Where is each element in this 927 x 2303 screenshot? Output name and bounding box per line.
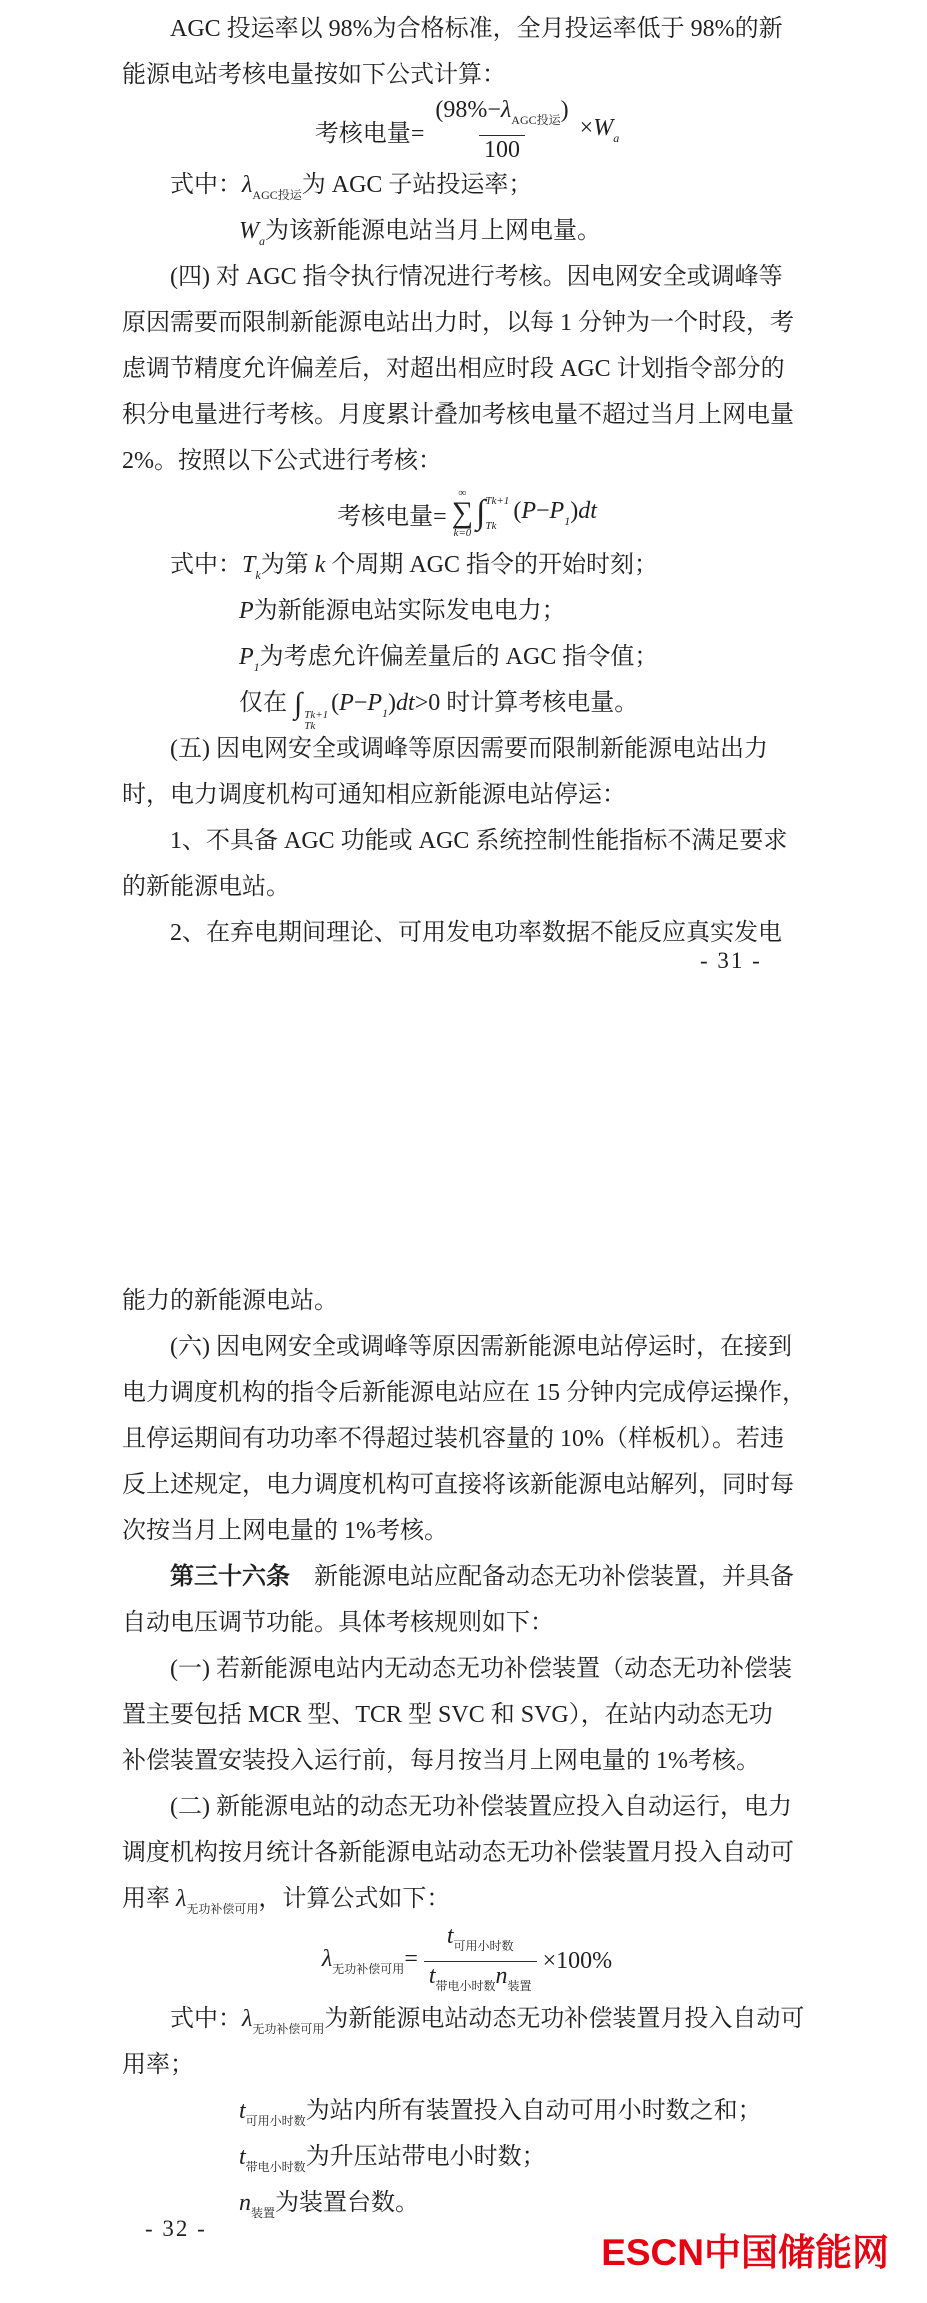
text-line: $n_{装置}$为装置台数。 bbox=[239, 2190, 420, 2220]
text-line: 自动电压调节功能。具体考核规则如下： bbox=[122, 1610, 554, 1636]
text-line: (六) 因电网安全或调峰等原因需新能源电站停运时，在接到 bbox=[170, 1334, 792, 1360]
integral-limits bbox=[485, 496, 509, 532]
text-line: $W_a$为该新能源电站当月上网电量。 bbox=[239, 218, 601, 248]
text-line: 时，电力调度机构可通知相应新能源电站停运： bbox=[122, 782, 626, 808]
text-line: 2%。按照以下公式进行考核： bbox=[122, 448, 442, 474]
text-line: AGC 投运率以 98%为合格标准，全月投运率低于 98%的新 bbox=[170, 16, 783, 42]
text-line: 用率； bbox=[122, 2052, 194, 2078]
integral-glyph: ∫ bbox=[476, 494, 486, 531]
text-line: 2、在弃电期间理论、可用发电功率数据不能反应真实发电 bbox=[170, 920, 782, 946]
text-line: (一) 若新能源电站内无动态无功补偿装置（动态无功补偿装 bbox=[170, 1656, 792, 1682]
text-line: 式中：$\lambda_{无功补偿可用}$为新能源电站动态无功补偿装置月投入自动可 bbox=[170, 2006, 805, 2036]
text-line: 1、不具备 AGC 功能或 AGC 系统控制性能指标不满足要求 bbox=[170, 828, 788, 854]
text-line: P为新能源电站实际发电电力； bbox=[239, 598, 566, 624]
text-line: 调度机构按月统计各新能源电站动态无功补偿装置月投入自动可 bbox=[122, 1840, 794, 1866]
text-line: 式中：$T_k$为第 k 个周期 AGC 指令的开始时刻； bbox=[170, 552, 659, 582]
summation-operator bbox=[452, 487, 473, 539]
formula-rhs: ×100% bbox=[542, 1947, 613, 1974]
formula-agc-penalty-energy bbox=[122, 98, 812, 162]
text-line: $t_{带电小时数}$为升压站带电小时数； bbox=[239, 2144, 546, 2174]
text-line: 补偿装置安装投入运行前，每月按当月上网电量的 1%考核。 bbox=[122, 1748, 760, 1774]
text-line: 次按当月上网电量的 1%考核。 bbox=[122, 1518, 448, 1544]
text-line: 虑调节精度允许偏差后，对超出相应时段 AGC 计划指令部分的 bbox=[122, 356, 785, 382]
formula-lhs: 考核电量= bbox=[337, 503, 447, 530]
text-line: 能源电站考核电量按如下公式计算： bbox=[122, 62, 506, 88]
integral-upper-limit: Tk+1 bbox=[485, 495, 510, 507]
page-number-32: - 32 - bbox=[145, 2216, 207, 2241]
integral-operator bbox=[476, 495, 509, 531]
fraction bbox=[430, 96, 573, 165]
formula-lhs: $\lambda_{无功补偿可用}=$ bbox=[321, 1945, 418, 1976]
integral-lower-limit: Tk bbox=[485, 520, 497, 532]
logo-latin: ESCN bbox=[601, 2232, 704, 2273]
text-line: $P_1$为考虑允许偏差量后的 AGC 指令值； bbox=[239, 644, 659, 674]
fraction-denominator: $t_{带电小时数}n_{装置}$ bbox=[424, 1961, 537, 2001]
text-line: 原因需要而限制新能源电站出力时，以每 1 分钟为一个时段，考 bbox=[122, 310, 794, 336]
text-line: (四) 对 AGC 指令执行情况进行考核。因电网安全或调峰等 bbox=[170, 264, 783, 290]
fraction-numerator: $t_{可用小时数}$ bbox=[446, 1922, 514, 1953]
text-line: 式中：$\lambda_{AGC投运}$为 AGC 子站投运率； bbox=[170, 172, 533, 202]
sigma-lower-limit: k=0 bbox=[453, 527, 472, 539]
logo-cjk: 中国储能网 bbox=[704, 2232, 889, 2273]
fraction-denominator: 100 bbox=[479, 135, 525, 165]
escn-watermark-logo bbox=[601, 2234, 889, 2272]
text-line: 的新能源电站。 bbox=[122, 874, 290, 900]
formula-rhs: $\times W_a$ bbox=[579, 114, 620, 145]
sigma-upper-limit: ∞ bbox=[458, 487, 467, 499]
text-line: 且停运期间有功功率不得超过装机容量的 10%（样板机）。若违 bbox=[122, 1426, 784, 1452]
text-line: 能力的新能源电站。 bbox=[122, 1288, 338, 1314]
text-line: 电力调度机构的指令后新能源电站应在 15 分钟内完成停运操作， bbox=[122, 1380, 806, 1406]
page-31 bbox=[122, 6, 812, 956]
text-line: 积分电量进行考核。月度累计叠加考核电量不超过当月上网电量 bbox=[122, 402, 794, 428]
text-line-article-36: 第三十六条 新能源电站应配备动态无功补偿装置，并具备 bbox=[170, 1564, 794, 1590]
fraction bbox=[424, 1922, 537, 2001]
text-line: $t_{可用小时数}$为站内所有装置投入自动可用小时数之和； bbox=[239, 2098, 762, 2128]
text-line: 反上述规定，电力调度机构可直接将该新能源电站解列，同时每 bbox=[122, 1472, 794, 1498]
formula-body: $(P-P_1)dt$ bbox=[513, 497, 597, 528]
text-line: 仅在 ∫ Tk+1 Tk $(P-P_1)dt>0$ 时计算考核电量。 bbox=[239, 687, 639, 732]
sigma-glyph: ∑ bbox=[451, 496, 474, 529]
text-line: (二) 新能源电站的动态无功补偿装置应投入自动运行，电力 bbox=[170, 1794, 792, 1820]
text-line: (五) 因电网安全或调峰等原因需要而限制新能源电站出力 bbox=[170, 736, 768, 762]
formula-agc-command-penalty bbox=[122, 484, 812, 542]
text-line: 用率 $\lambda_{无功补偿可用}$，计算公式如下： bbox=[122, 1886, 451, 1916]
formula-lhs: 考核电量= bbox=[314, 120, 425, 147]
text-line: 置主要包括 MCR 型、TCR 型 SVC 和 SVG），在站内动态无功 bbox=[122, 1702, 773, 1728]
page-number-31: - 31 - bbox=[700, 948, 762, 973]
page-32 bbox=[122, 1278, 812, 2226]
fraction-numerator: $(98\%-\lambda_{AGC投运})$ bbox=[435, 96, 569, 127]
formula-reactive-compensation-availability bbox=[122, 1922, 812, 1996]
